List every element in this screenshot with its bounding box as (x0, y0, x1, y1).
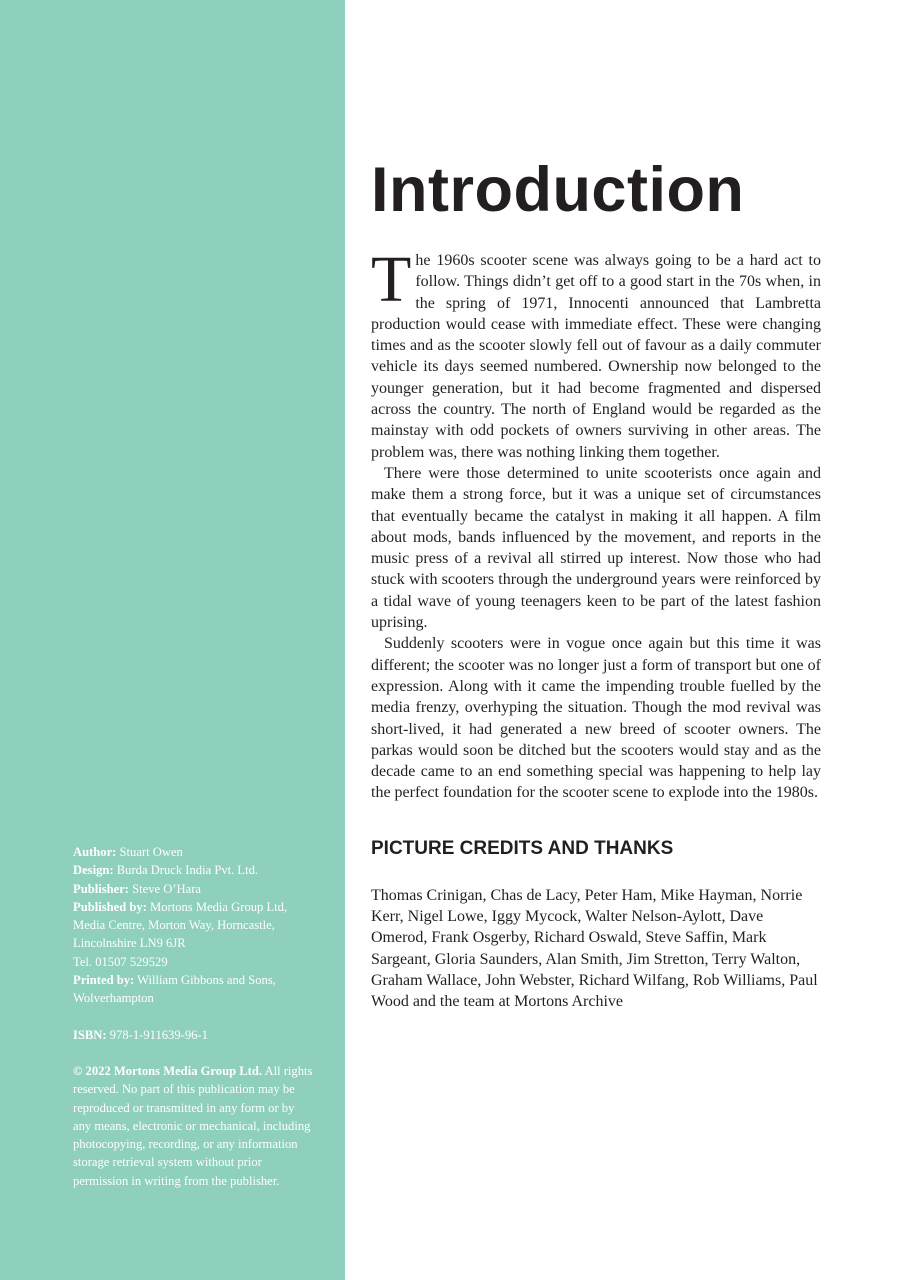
imprint-isbn: ISBN: 978-1-911639-96-1 (73, 1027, 208, 1042)
page-title: Introduction (371, 155, 745, 225)
imprint-published-by: Published by: Mortons Media Group Ltd, Media Centre, Morton Way, Horncastle, Lincolnshire LN9 6JR (73, 899, 288, 951)
intro-paragraph-1: The 1960s scooter scene was always going to be a hard act to follow. Things didn’t get off to a good start in the 70s when, in the spring of 1971, Innocenti announced that Lambretta production would cease with immediate effect. These were changing times and as the scooter slowly fell out of favour as a daily commuter vehicle its days seemed numbered. Ownership now belonged to the younger generation, but it had become fragmented and dispersed across the country. The north of England would be regarded as the mainstay with odd pockets of owners surviving in other areas. The problem was, there was nothing linking them together. (371, 243, 821, 461)
sidebar-panel (0, 0, 345, 1280)
intro-text (371, 243, 821, 804)
imprint-tel: Tel. 01507 529529 (73, 954, 168, 969)
imprint-publisher: Publisher: Steve O’Hara (73, 881, 202, 896)
imprint-design: Design: Burda Druck India Pvt. Ltd. (73, 863, 259, 878)
credits-list: Thomas Crinigan, Chas de Lacy, Peter Ham, Mike Hayman, Norrie Kerr, Nigel Lowe, Iggy Mycock, Walter Nelson-Aylott, Dave Omerod, Frank Osgerby, Richard Oswald, Steve Saffin, Mark Sargeant, Gloria Saunders, Alan Smith, Jim Stretton, Terry Walton, Graham Wallace, John Webster, Richard Wilfang, Rob Williams, Paul Wood and the team at Mortons Archive (371, 886, 818, 1011)
credits-heading: PICTURE CREDITS AND THANKS (371, 837, 674, 859)
imprint-author: Author: Stuart Owen (73, 845, 183, 859)
imprint-copyright: © 2022 Mortons Media Group Ltd. All rights reserved. No part of this publication may be reproduced or transmitted in any form or by any means, electronic or mechanical, including photocopying, recording, or any information storage retrieval system without prior permission in writing from the publisher. (73, 1063, 313, 1188)
main-content (371, 150, 821, 1013)
intro-paragraph-3: Suddenly scooters were in vogue once again but this time it was different; the scooter was no longer just a form of transport but one of expression. Along with it came the impending trouble fuelled by the media frenzy, overhyping the situation. Though the mod revival was short-lived, it had generated a new breed of scooter owners. The parkas would soon be ditched but the scooters would stay and as the decade came to an end something special was happening to help lay the perfect foundation for the scooter scene to explode into the 1980s. (371, 635, 821, 802)
imprint-block (73, 843, 313, 1190)
intro-paragraph-2: There were those determined to unite scooterists once again and make them a strong force, but it was a unique set of circumstances that eventually became the catalyst in making it all happen. A film about mods, bands influenced by the movement, and reports in the music press of a revival all stirred up interest. Now those who had stuck with scooters through the underground years were reinforced by a tidal wave of young teenagers keen to be part of the latest fashion uprising. (371, 464, 821, 632)
imprint-printed-by: Printed by: William Gibbons and Sons, Wolverhampton (73, 973, 276, 1006)
drop-cap: T (371, 243, 412, 316)
